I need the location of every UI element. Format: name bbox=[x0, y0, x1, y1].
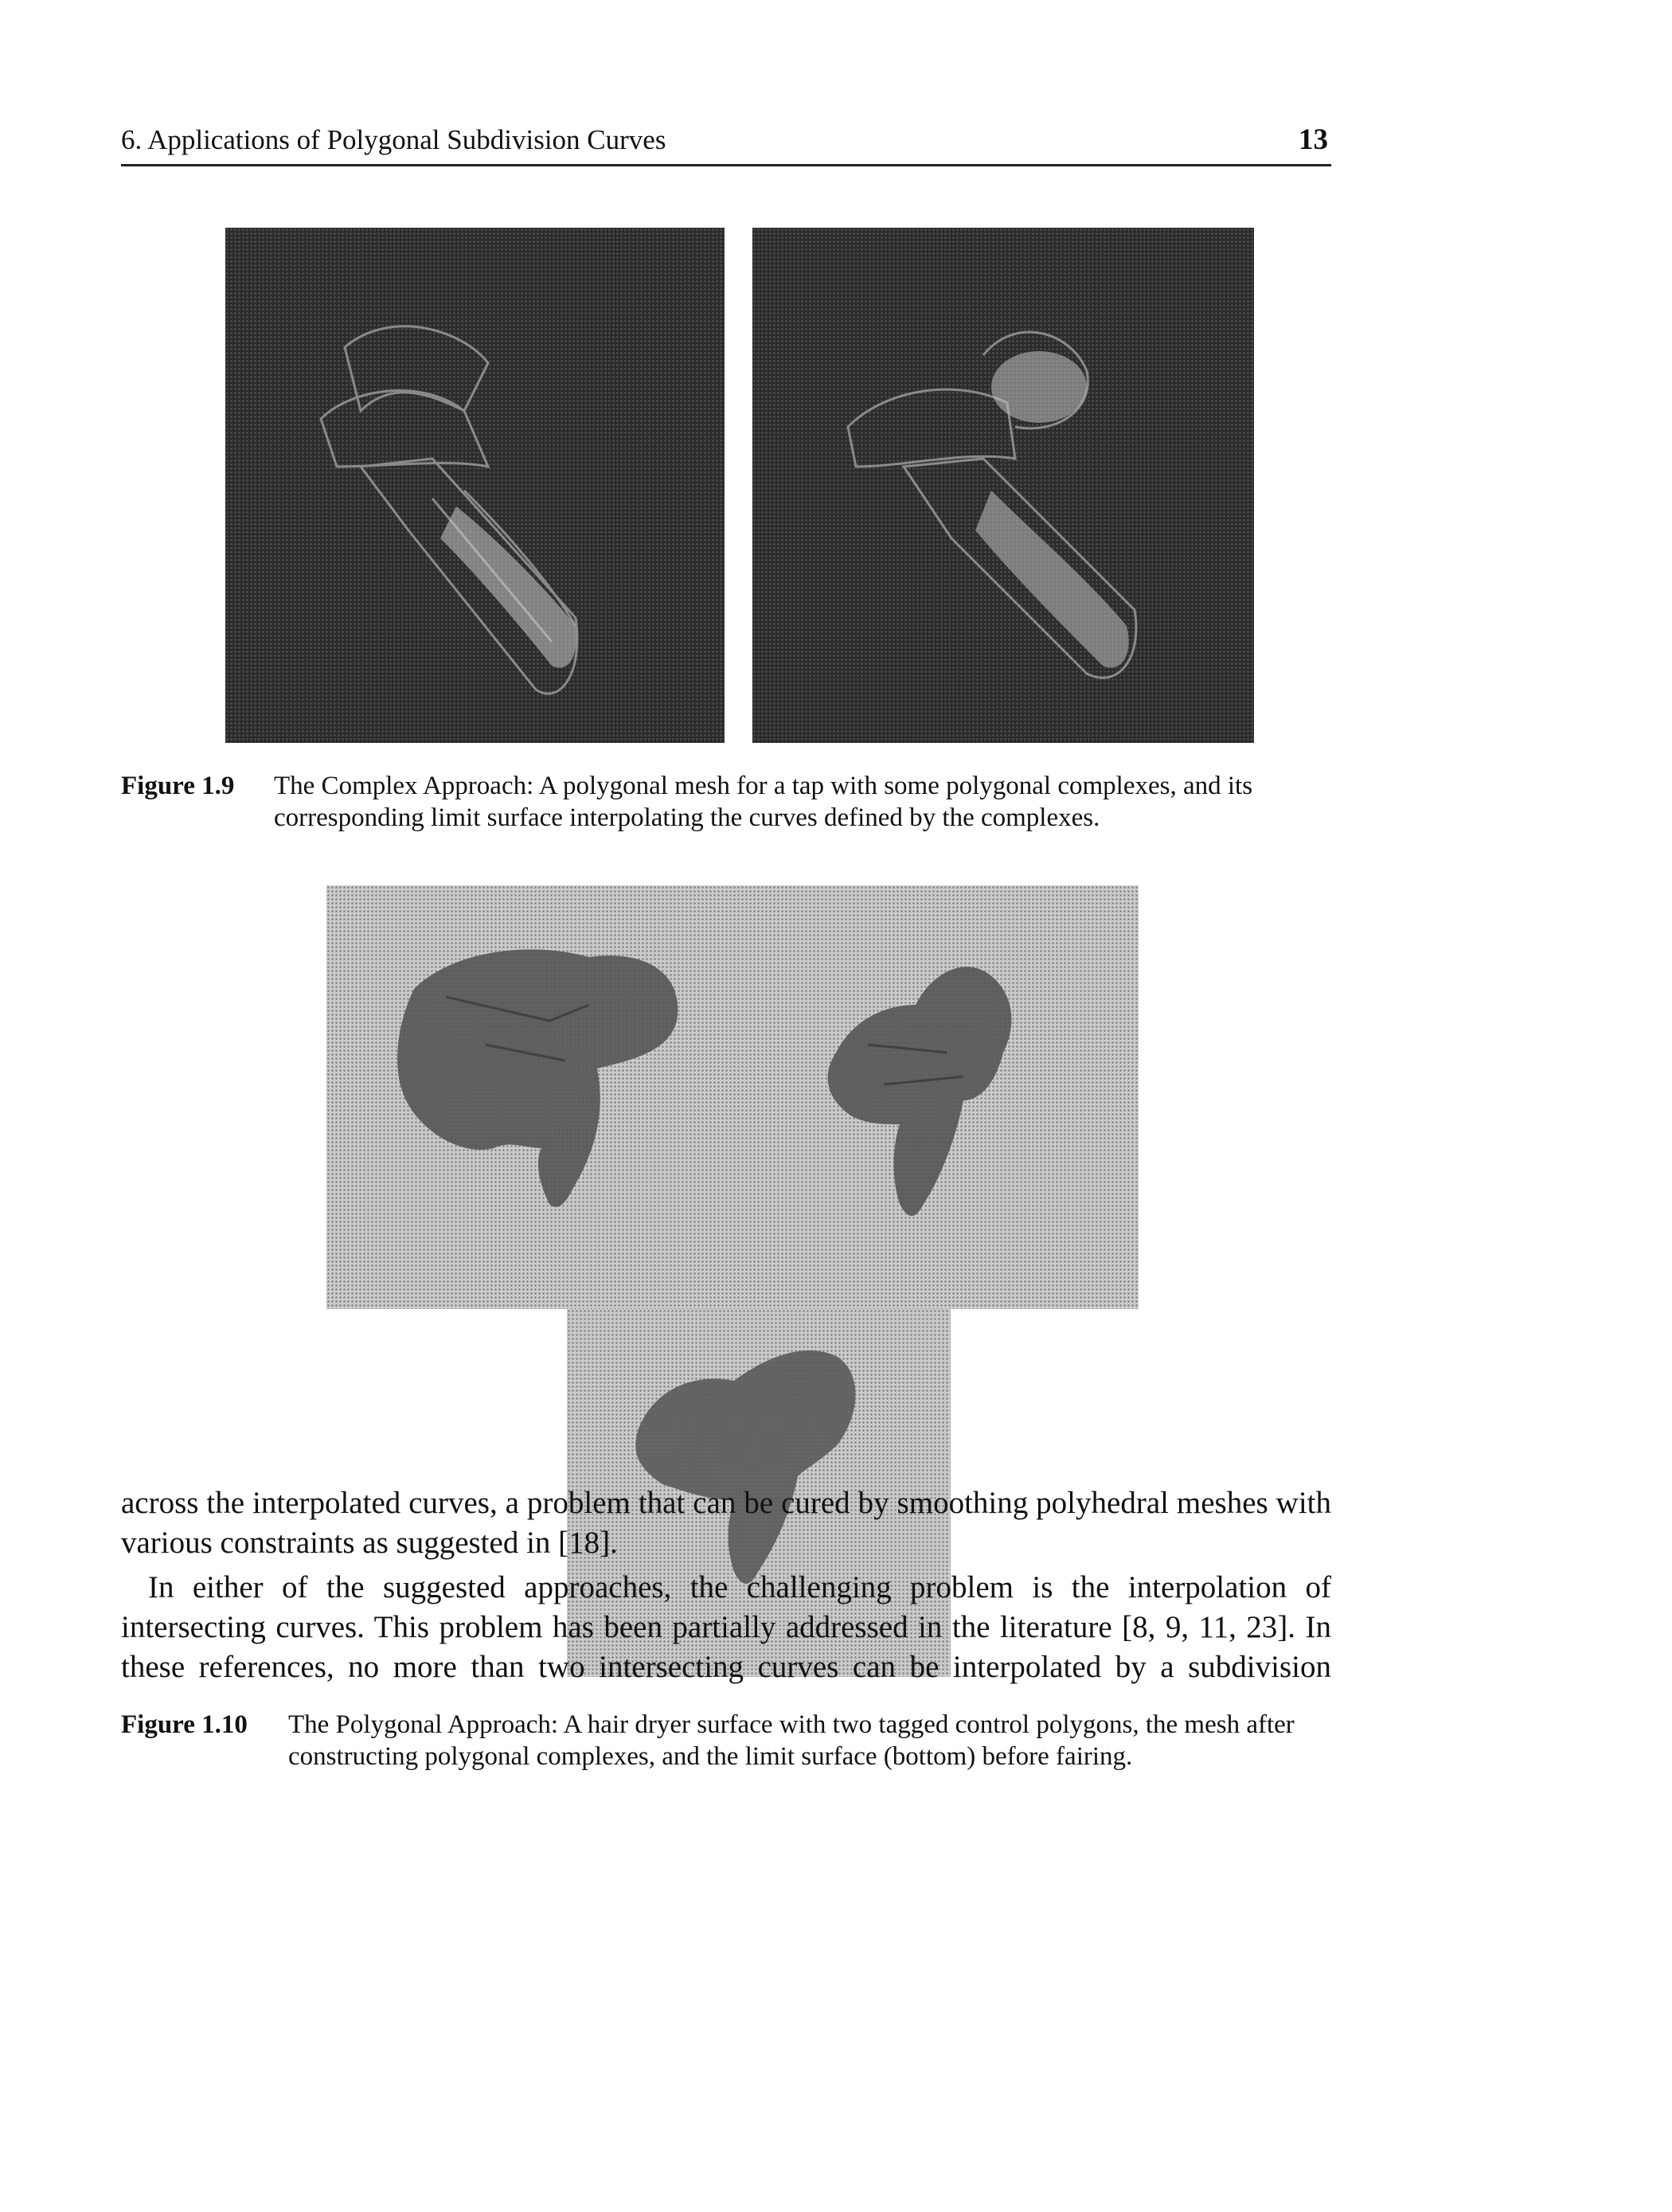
page-number: 13 bbox=[1299, 123, 1328, 156]
body-paragraph-1: across the interpolated curves, a problem that can be cured by smoothing polyhedral meshes with various constraints as suggested in [18]. bbox=[121, 1486, 1331, 1560]
tap-surface-drawing bbox=[752, 228, 1254, 743]
figure-1-10-caption-text: The Polygonal Approach: A hair dryer surface with two tagged control polygons, the mesh after constructing polygonal complexes, and the limit surface (bottom) before fairing. bbox=[288, 1710, 1295, 1771]
running-head bbox=[121, 121, 1331, 166]
figure-1-9-image-left bbox=[225, 228, 725, 743]
running-title: 6. Applications of Polygonal Subdivision Curves bbox=[121, 124, 666, 155]
figure-1-9-caption bbox=[121, 770, 1331, 842]
figure-1-10-label: Figure 1.10 bbox=[121, 1710, 248, 1739]
figure-1-10-caption bbox=[121, 1709, 1331, 1780]
body-text bbox=[121, 1483, 1331, 1687]
figure-1-9-label: Figure 1.9 bbox=[121, 772, 235, 800]
figure-1-10-image-top bbox=[326, 885, 1139, 1309]
body-paragraph-2: In either of the suggested approaches, the challenging problem is the interpolation of intersecting curves. This problem has been partially addressed in the literature [8, 9, 11, 23]. In these references, no more than two intersecting curves can be interpolated by a subdivision bbox=[121, 1570, 1331, 1684]
hair-dryer-meshes-drawing bbox=[326, 885, 1139, 1309]
figure-1-9-image-right bbox=[752, 228, 1254, 743]
figure-1-9-caption-text: The Complex Approach: A polygonal mesh for a tap with some polygonal complexes, and its corresponding limit surface interpolating the curves defined by the complexes. bbox=[274, 772, 1253, 832]
tap-mesh-drawing bbox=[225, 228, 725, 743]
